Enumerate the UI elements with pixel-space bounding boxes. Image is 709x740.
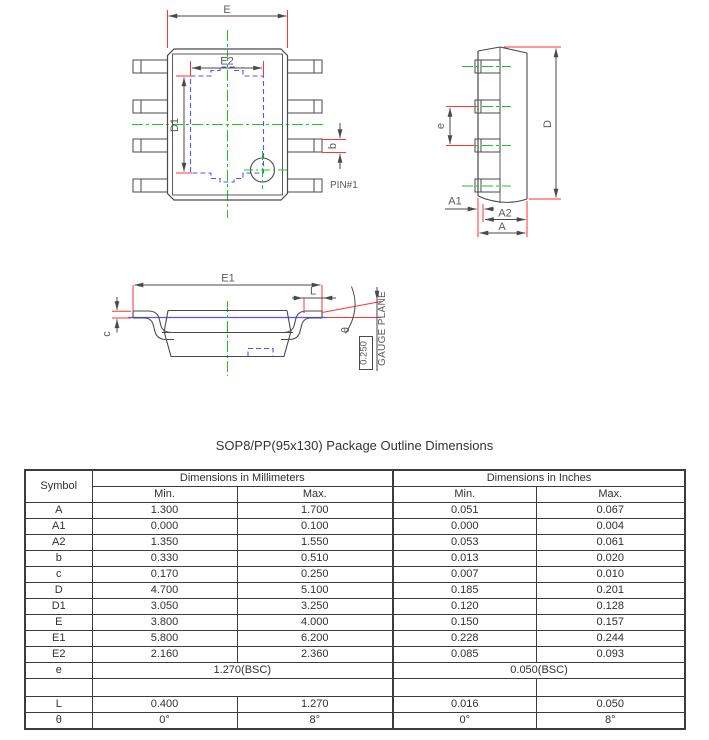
pin1-label: PIN#1 [330, 180, 358, 191]
value-cell: 0.185 [393, 583, 536, 599]
table-row [25, 551, 685, 567]
dim-label-A1: A1 [448, 195, 462, 208]
value-cell: 1.270 [237, 697, 393, 713]
symbol-cell: e [25, 663, 92, 679]
front-view [101, 273, 388, 377]
dim-label-A: A [498, 221, 506, 233]
dim-label-D: D [542, 120, 554, 128]
value-cell: 1.350 [92, 535, 237, 551]
value-cell: 0° [393, 713, 536, 730]
symbol-cell: D [25, 583, 92, 599]
mm-group-header: Dimensions in Millimeters [92, 470, 393, 487]
header-row-minmax [25, 487, 685, 503]
left-pins [133, 60, 168, 192]
value-cell: 4.000 [237, 615, 393, 631]
side-view-pins [475, 60, 500, 192]
value-cell: 0.330 [92, 551, 237, 567]
dim-label-A2: A2 [498, 207, 512, 220]
value-cell-span: 0.050(BSC) [393, 663, 685, 679]
value-cell: 0.000 [92, 519, 237, 535]
value-cell: 5.100 [237, 583, 393, 599]
value-cell: 0.510 [237, 551, 393, 567]
side-view [435, 47, 561, 237]
value-cell: 3.050 [92, 599, 237, 615]
value-cell: 0.120 [393, 599, 536, 615]
value-cell: 0.400 [92, 697, 237, 713]
header-row-groups [25, 470, 685, 487]
symbol-cell: A1 [25, 519, 92, 535]
value-cell: 0.150 [393, 615, 536, 631]
dim-label-D1: D1 [169, 117, 181, 133]
dim-label-E: E [223, 4, 231, 16]
table-row [25, 599, 685, 615]
table-row [25, 647, 685, 663]
empty-cell [536, 679, 685, 697]
value-cell: 0.228 [393, 631, 536, 647]
mm-min-header: Min. [92, 487, 237, 503]
symbol-cell: E1 [25, 631, 92, 647]
value-cell: 0.100 [237, 519, 393, 535]
value-cell: 0.128 [536, 599, 685, 615]
value-cell: 0.004 [536, 519, 685, 535]
value-cell: 0.007 [393, 567, 536, 583]
symbol-cell: D1 [25, 599, 92, 615]
empty-cell [393, 679, 536, 697]
value-cell: 0.013 [393, 551, 536, 567]
value-cell: 3.250 [237, 599, 393, 615]
symbol-header: Symbol [25, 470, 92, 503]
value-cell: 0.061 [536, 535, 685, 551]
value-cell: 0.050 [536, 697, 685, 713]
value-cell: 0.053 [393, 535, 536, 551]
value-cell: 0° [92, 713, 237, 730]
table-row [25, 583, 685, 599]
table-row [25, 567, 685, 583]
value-cell: 3.800 [92, 615, 237, 631]
symbol-cell: θ [25, 713, 92, 730]
value-cell: 0.170 [92, 567, 237, 583]
value-cell: 2.360 [237, 647, 393, 663]
value-cell: 1.300 [92, 503, 237, 519]
symbol-cell: L [25, 697, 92, 713]
value-cell: 5.800 [92, 631, 237, 647]
table-row [25, 535, 685, 551]
dim-label-c: c [101, 331, 113, 337]
value-cell: 0.051 [393, 503, 536, 519]
table-row [25, 519, 685, 535]
value-cell: 0.010 [536, 567, 685, 583]
value-cell: 4.700 [92, 583, 237, 599]
gauge-plane-label: GAUGE PLANE [377, 291, 388, 366]
inch-min-header: Min. [393, 487, 536, 503]
dim-label-L: L [309, 285, 317, 298]
value-cell: 0.250 [237, 567, 393, 583]
dimensions-table [24, 469, 686, 730]
symbol-cell: c [25, 567, 92, 583]
value-cell: 1.550 [237, 535, 393, 551]
page-title: SOP8/PP(95x130) Package Outline Dimensions [215, 438, 494, 453]
value-cell: 8° [536, 713, 685, 730]
value-cell: 0.067 [536, 503, 685, 519]
value-cell: 0.020 [536, 551, 685, 567]
table-row [25, 713, 685, 730]
theta-angle-arc [346, 287, 356, 334]
hidden-feature-outline [248, 349, 273, 357]
top-view [132, 4, 358, 218]
value-cell: 1.700 [237, 503, 393, 519]
table-row [25, 615, 685, 631]
dim-label-theta: θ [340, 326, 352, 334]
dim-label-b: b [327, 142, 339, 150]
spacer-row [25, 679, 685, 697]
mm-max-header: Max. [237, 487, 393, 503]
symbol-cell: A [25, 503, 92, 519]
value-cell: 0.016 [393, 697, 536, 713]
inch-group-header: Dimensions in Inches [393, 470, 685, 487]
table-row [25, 697, 685, 713]
value-cell: 0.244 [536, 631, 685, 647]
table-row [25, 503, 685, 519]
value-cell-span: 1.270(BSC) [92, 663, 393, 679]
pin-centerlines [462, 67, 511, 187]
right-pins [288, 60, 323, 192]
table-row-e [25, 663, 685, 679]
value-cell: 0.201 [536, 583, 685, 599]
value-cell: 0.000 [393, 519, 536, 535]
symbol-cell: A2 [25, 535, 92, 551]
value-cell: 0.093 [536, 647, 685, 663]
symbol-cell: E2 [25, 647, 92, 663]
value-cell: 6.200 [237, 631, 393, 647]
symbol-cell [25, 679, 92, 697]
dim-label-e: e [435, 122, 447, 130]
dim-label-E1: E1 [221, 272, 235, 285]
value-cell: 0.085 [393, 647, 536, 663]
table-row [25, 631, 685, 647]
symbol-cell: E [25, 615, 92, 631]
value-cell: 2.160 [92, 647, 237, 663]
inch-max-header: Max. [536, 487, 685, 503]
dim-label-E2: E2 [220, 55, 234, 68]
gauge-value: 0.250 [358, 341, 370, 365]
value-cell: 0.157 [536, 615, 685, 631]
value-cell: 8° [237, 713, 393, 730]
symbol-cell: b [25, 551, 92, 567]
empty-cell [92, 679, 393, 697]
